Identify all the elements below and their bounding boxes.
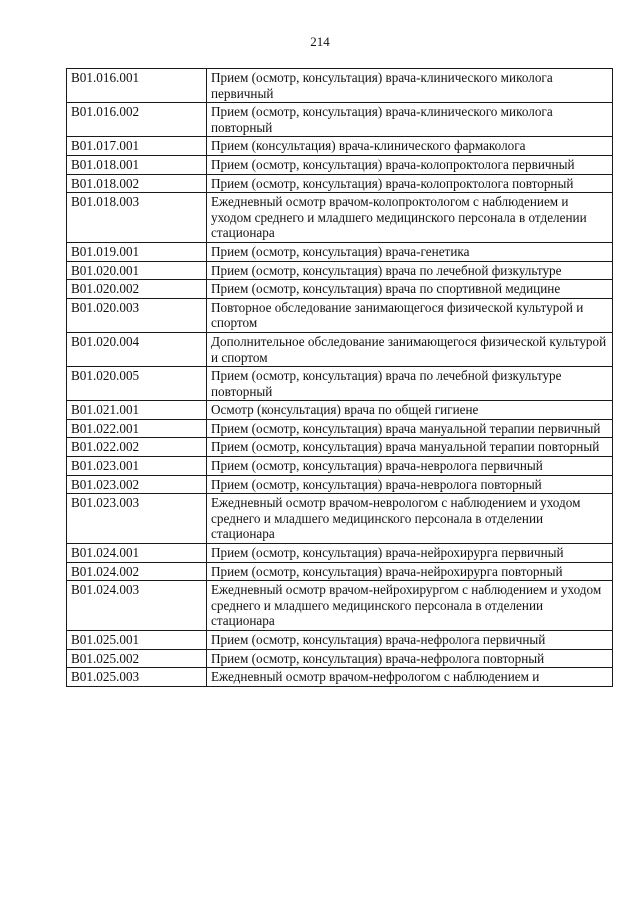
table-row [67, 581, 613, 631]
service-code-cell: B01.016.002 [67, 103, 207, 137]
table-row [67, 419, 613, 438]
table-row [67, 193, 613, 243]
service-name-cell: Ежедневный осмотр врачом-нейрохирургом с наблюдением и уходом среднего и младшего медицинского персонала в отделении стационара [207, 581, 613, 631]
service-name-cell: Прием (осмотр, консультация) врача мануальной терапии повторный [207, 438, 613, 457]
service-code-cell: B01.023.003 [67, 494, 207, 544]
table-row [67, 332, 613, 366]
services-table [66, 68, 613, 687]
services-table-body [67, 69, 613, 687]
service-name-cell: Прием (осмотр, консультация) врача-колопроктолога первичный [207, 155, 613, 174]
table-row [67, 494, 613, 544]
table-row [67, 401, 613, 420]
service-code-cell: B01.024.003 [67, 581, 207, 631]
page-number: 214 [310, 34, 330, 49]
table-row [67, 367, 613, 401]
service-name-cell: Ежедневный осмотр врачом-неврологом с наблюдением и уходом среднего и младшего медицинского персонала в отделении стационара [207, 494, 613, 544]
table-row [67, 242, 613, 261]
service-code-cell: B01.025.001 [67, 631, 207, 650]
service-code-cell: B01.018.003 [67, 193, 207, 243]
table-row [67, 137, 613, 156]
service-name-cell: Осмотр (консультация) врача по общей гигиене [207, 401, 613, 420]
service-code-cell: B01.020.004 [67, 332, 207, 366]
table-row [67, 631, 613, 650]
table-row [67, 562, 613, 581]
service-code-cell: B01.019.001 [67, 242, 207, 261]
service-name-cell: Прием (осмотр, консультация) врача-клинического миколога повторный [207, 103, 613, 137]
service-name-cell: Прием (осмотр, консультация) врача по лечебной физкультуре [207, 261, 613, 280]
service-name-cell: Прием (осмотр, консультация) врача-невролога первичный [207, 457, 613, 476]
table-row [67, 69, 613, 103]
service-code-cell: B01.021.001 [67, 401, 207, 420]
table-row [67, 261, 613, 280]
service-code-cell: B01.024.002 [67, 562, 207, 581]
service-code-cell: B01.018.002 [67, 174, 207, 193]
service-name-cell: Прием (осмотр, консультация) врача-колопроктолога повторный [207, 174, 613, 193]
service-code-cell: B01.022.001 [67, 419, 207, 438]
service-name-cell: Прием (осмотр, консультация) врача-нефролога повторный [207, 649, 613, 668]
service-name-cell: Прием (осмотр, консультация) врача-генетика [207, 242, 613, 261]
service-name-cell: Ежедневный осмотр врачом-нефрологом с наблюдением и [207, 668, 613, 687]
service-code-cell: B01.017.001 [67, 137, 207, 156]
service-code-cell: B01.024.001 [67, 544, 207, 563]
service-name-cell: Прием (осмотр, консультация) врача-нейрохирурга повторный [207, 562, 613, 581]
table-row [67, 438, 613, 457]
service-code-cell: B01.018.001 [67, 155, 207, 174]
service-code-cell: B01.016.001 [67, 69, 207, 103]
table-row [67, 103, 613, 137]
table-row [67, 544, 613, 563]
service-name-cell: Прием (осмотр, консультация) врача-невролога повторный [207, 475, 613, 494]
service-code-cell: B01.020.005 [67, 367, 207, 401]
service-name-cell: Прием (осмотр, консультация) врача по спортивной медицине [207, 280, 613, 299]
service-code-cell: B01.025.003 [67, 668, 207, 687]
table-row [67, 475, 613, 494]
service-name-cell: Прием (консультация) врача-клинического фармаколога [207, 137, 613, 156]
table-row [67, 649, 613, 668]
service-name-cell: Прием (осмотр, консультация) врача-клинического миколога первичный [207, 69, 613, 103]
service-name-cell: Повторное обследование занимающегося физической культурой и спортом [207, 298, 613, 332]
service-code-cell: B01.020.003 [67, 298, 207, 332]
table-row [67, 668, 613, 687]
table-row [67, 298, 613, 332]
service-name-cell: Дополнительное обследование занимающегося физической культурой и спортом [207, 332, 613, 366]
service-code-cell: B01.020.001 [67, 261, 207, 280]
service-code-cell: B01.023.002 [67, 475, 207, 494]
table-row [67, 280, 613, 299]
table-row [67, 457, 613, 476]
service-name-cell: Прием (осмотр, консультация) врача-нефролога первичный [207, 631, 613, 650]
service-code-cell: B01.023.001 [67, 457, 207, 476]
service-name-cell: Ежедневный осмотр врачом-колопроктологом с наблюдением и уходом среднего и младшего медицинского персонала в отделении стационара [207, 193, 613, 243]
service-name-cell: Прием (осмотр, консультация) врача-нейрохирурга первичный [207, 544, 613, 563]
service-code-cell: B01.022.002 [67, 438, 207, 457]
table-row [67, 174, 613, 193]
service-code-cell: B01.020.002 [67, 280, 207, 299]
service-name-cell: Прием (осмотр, консультация) врача мануальной терапии первичный [207, 419, 613, 438]
service-code-cell: B01.025.002 [67, 649, 207, 668]
service-name-cell: Прием (осмотр, консультация) врача по лечебной физкультуре повторный [207, 367, 613, 401]
table-row [67, 155, 613, 174]
